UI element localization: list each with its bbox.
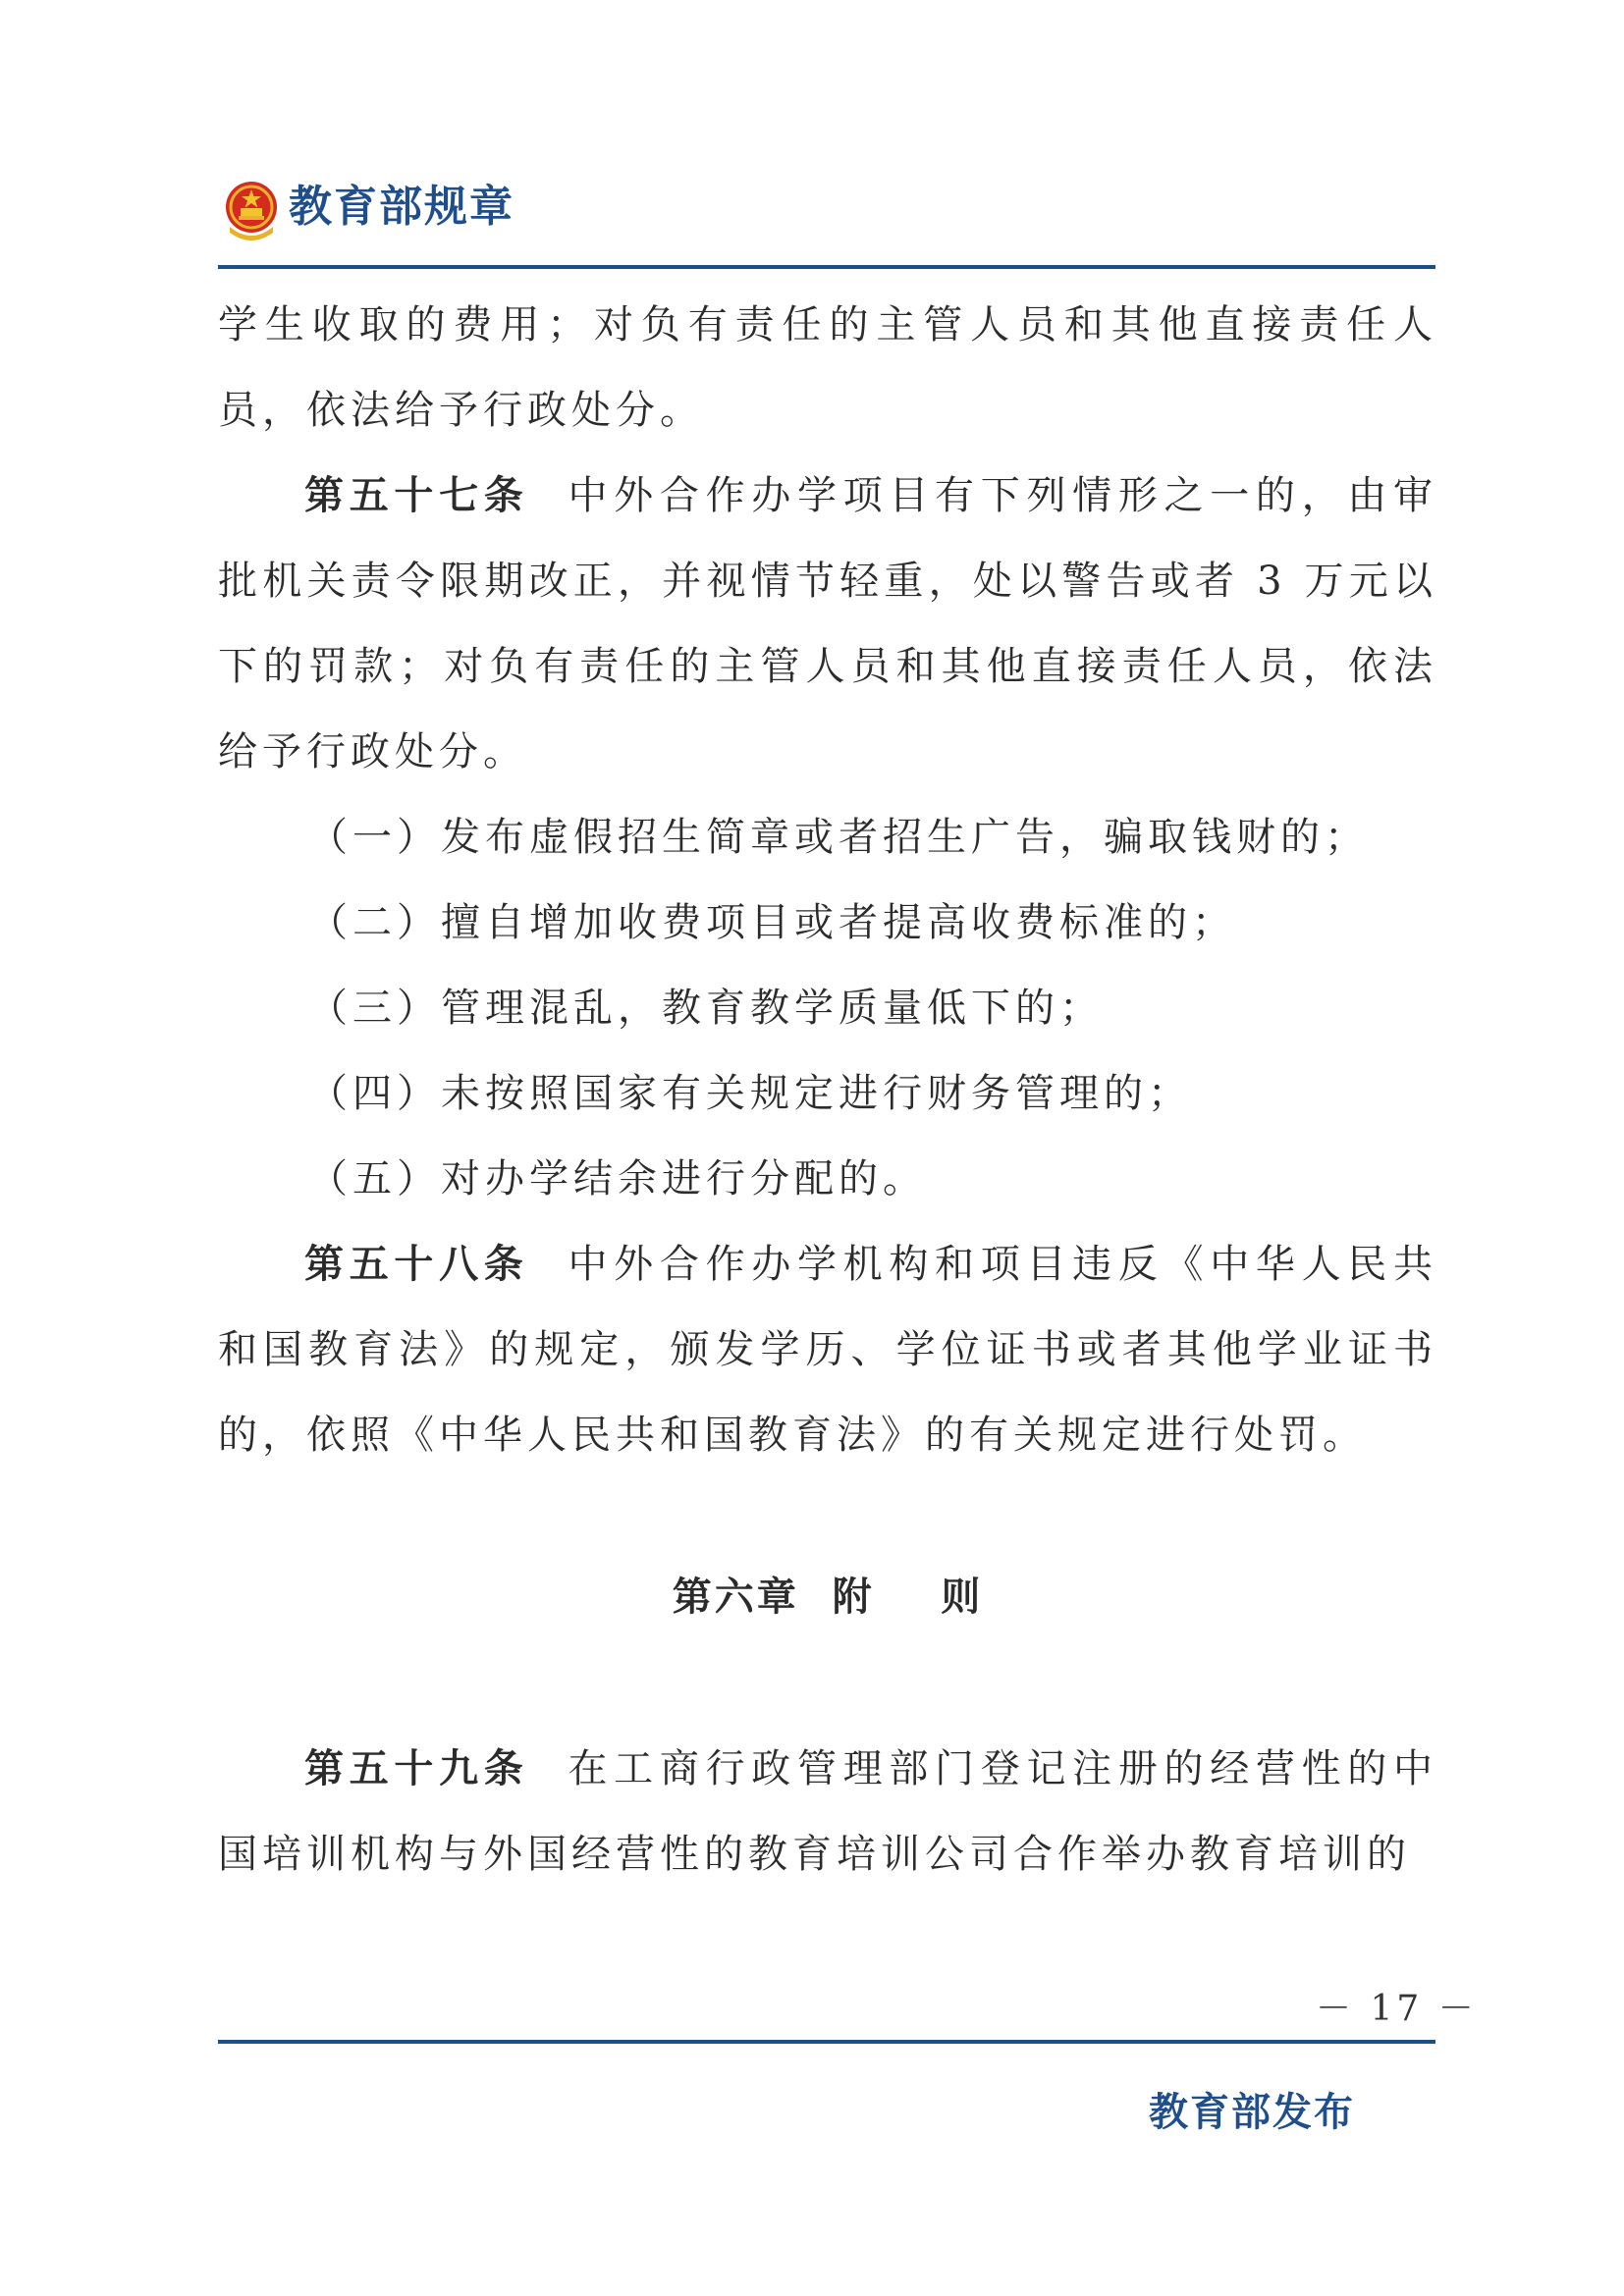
- article-57-text: 中外合作办学项目有下列情形之一的，由审批机关责令限期改正，并视情节轻重，处以警告或者 3 万元以下的罚款；对负有责任的主管人员和其他直接责任人员，依法给予行政处分。: [218, 473, 1438, 774]
- article-59: [218, 1727, 1437, 1897]
- page-header: [218, 172, 1435, 270]
- header-divider: [218, 265, 1435, 269]
- footer-publisher: 教育部发布: [1149, 2090, 1355, 2135]
- list-item: （二）擅自增加收费项目或者提高收费标准的；: [308, 900, 1236, 945]
- list-item: （五）对办学结余进行分配的。: [308, 1156, 927, 1201]
- article-58: [218, 1222, 1437, 1478]
- article-58-text: 中外合作办学机构和项目违反《中华人民共和国教育法》的规定，颁发学历、学位证书或者其他学业证书的，依照《中华人民共和国教育法》的有关规定进行处罚。: [218, 1242, 1438, 1458]
- article-57-label: 第五十七条: [304, 473, 529, 518]
- article-59-text: 在工商行政管理部门登记注册的经营性的中国培训机构与外国经营性的教育培训公司合作举办教育培训的: [218, 1746, 1438, 1877]
- article-59-label: 第五十九条: [304, 1746, 529, 1791]
- footer-divider: [218, 2040, 1435, 2044]
- continuation-paragraph: 学生收取的费用；对负有责任的主管人员和其他直接责任人员，依法给予行政处分。: [218, 302, 1437, 433]
- page-number: － 17 －: [1316, 1989, 1478, 2029]
- list-item: （一）发布虚假招生简章或者招生广告，骗取钱财的；: [308, 815, 1369, 860]
- list-item: （四）未按照国家有关规定进行财务管理的；: [308, 1071, 1192, 1116]
- article-58-label: 第五十八条: [304, 1242, 529, 1287]
- document-body: [218, 283, 1437, 1897]
- article-57: [218, 454, 1437, 795]
- list-item: （三）管理混乱，教育教学质量低下的；: [308, 986, 1104, 1031]
- national-emblem-icon: [222, 180, 281, 240]
- chapter-title: 第六章 附 则: [672, 1575, 984, 1620]
- header-title: 教育部规章: [289, 182, 514, 232]
